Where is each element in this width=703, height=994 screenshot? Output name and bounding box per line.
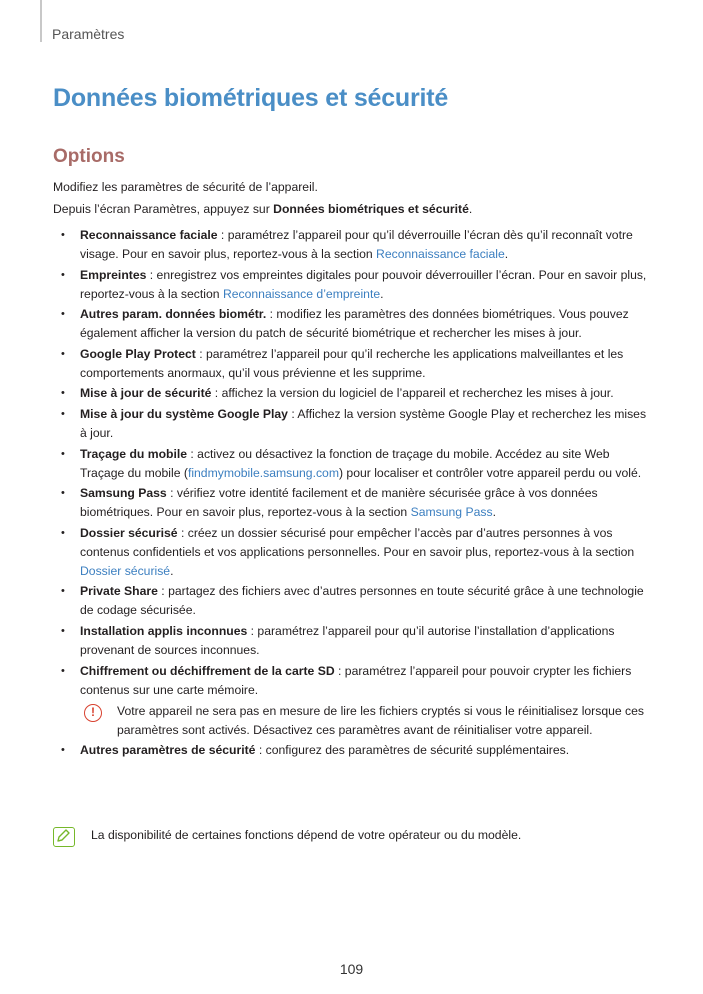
option-label: Reconnaissance faciale <box>80 228 218 242</box>
option-item <box>53 741 653 760</box>
option-text: : activez ou désactivez la fonction de traçage du mobile. Accédez au site Web Traçage du mobile ( <box>80 446 610 480</box>
option-text: : vérifiez votre identité facilement et de manière sécurisée grâce à vos données biométriques. Pour en savoir plus, reportez-vous à la section <box>80 486 598 520</box>
option-label: Empreintes <box>80 267 147 282</box>
pencil-note-icon <box>53 827 75 847</box>
option-text: : paramétrez l’appareil pour qu’il autorise l’installation d’applications provenant de sources inconnues. <box>80 623 615 657</box>
option-label: Google Play Protect <box>80 346 196 361</box>
options-list <box>53 226 653 762</box>
option-text: : paramétrez l’appareil pour qu’il recherche les applications malveillantes et les comportements anormaux, qu’il vous prévienne et les supprime. <box>80 346 624 380</box>
intro-bold: Données biométriques et sécurité <box>273 202 469 216</box>
option-after: . <box>170 563 174 578</box>
section-link[interactable]: Reconnaissance faciale <box>376 247 505 261</box>
option-label: Mise à jour de sécurité <box>80 386 212 401</box>
option-after: ) pour localiser et contrôler votre appareil perdu ou volé. <box>338 465 642 480</box>
option-item <box>53 582 653 620</box>
intro-suffix: . <box>468 202 473 216</box>
option-item <box>53 484 653 522</box>
option-item <box>53 662 653 740</box>
page-number: 109 <box>339 961 364 977</box>
option-item <box>53 226 653 264</box>
option-item <box>53 445 653 483</box>
option-label: Installation applis inconnues <box>80 623 248 638</box>
option-item <box>53 622 653 660</box>
section-header: Paramètres <box>52 26 125 42</box>
section-link[interactable]: Samsung Pass <box>410 505 493 520</box>
option-text: : partagez des fichiers avec d’autres personnes en toute sécurité grâce à une technologie de codage sécurisée. <box>80 584 644 618</box>
option-after: . <box>380 286 384 301</box>
option-label: Samsung Pass <box>80 486 167 501</box>
option-item <box>53 405 653 443</box>
header-divider <box>40 0 42 42</box>
availability-text: La disponibilité de certaines fonctions dépend de votre opérateur ou du modèle. <box>91 828 522 842</box>
option-item <box>53 384 653 403</box>
option-after: . <box>504 247 509 261</box>
website-link[interactable]: findmymobile.samsung.com <box>187 465 339 480</box>
option-text: : enregistrez vos empreintes digitales pour pouvoir déverrouiller l’écran. Pour en savoir plus, reportez-vous à la section <box>80 267 647 301</box>
option-item <box>53 345 653 383</box>
option-label: Private Share <box>80 584 158 599</box>
option-text: : affichez la version du logiciel de l’appareil et recherchez les mises à jour. <box>211 386 614 401</box>
option-label: Dossier sécurisé <box>80 525 178 540</box>
option-item <box>53 524 653 581</box>
warning-note <box>80 702 653 740</box>
option-text: : paramétrez l’appareil pour qu’il déverrouille l’écran dès qu’il reconnaît votre visage. Pour en savoir plus, reportez-vous à la section <box>80 228 633 261</box>
option-text: : Affichez la version système Google Play et recherchez les mises à jour. <box>80 406 647 440</box>
option-after: . <box>492 505 496 520</box>
option-label: Mise à jour du système Google Play <box>80 406 288 421</box>
option-label: Autres paramètres de sécurité <box>80 743 256 758</box>
warning-text: Votre appareil ne sera pas en mesure de lire les fichiers cryptés si vous le réinitialisez lorsque ces paramètres sont activés. Désactivez ces paramètres avant de réinitialiser votre appareil. <box>117 703 645 737</box>
intro-prefix: Depuis l’écran Paramètres, appuyez sur <box>53 202 274 216</box>
intro-line-2 <box>53 202 472 216</box>
option-text: : configurez des paramètres de sécurité supplémentaires. <box>255 743 570 758</box>
option-item <box>53 305 653 343</box>
intro-line-1: Modifiez les paramètres de sécurité de l’appareil. <box>53 180 318 194</box>
option-label: Traçage du mobile <box>80 446 188 461</box>
option-text: : modifiez les paramètres des données biométriques. Vous pouvez également afficher la version du patch de sécurité biométrique et rechercher les mises à jour. <box>80 307 629 341</box>
section-subtitle: Options <box>53 146 125 167</box>
page-title: Données biométriques et sécurité <box>53 84 449 112</box>
option-text: : paramétrez l’appareil pour pouvoir crypter les fichiers contenus sur une carte mémoire. <box>80 663 632 697</box>
section-link[interactable]: Reconnaissance d’empreinte <box>222 286 381 301</box>
option-label: Autres param. données biométr. <box>80 307 267 322</box>
option-label: Chiffrement ou déchiffrement de la carte SD <box>80 663 335 678</box>
exclamation-icon: ! <box>84 704 102 722</box>
option-text: : créez un dossier sécurisé pour empêcher l’accès par d’autres personnes à vos contenus confidentiels et vos applications personnelles. Pour en savoir plus, reportez-vous à la section <box>80 525 635 559</box>
section-link[interactable]: Dossier sécurisé <box>80 563 171 578</box>
option-item <box>53 266 653 304</box>
